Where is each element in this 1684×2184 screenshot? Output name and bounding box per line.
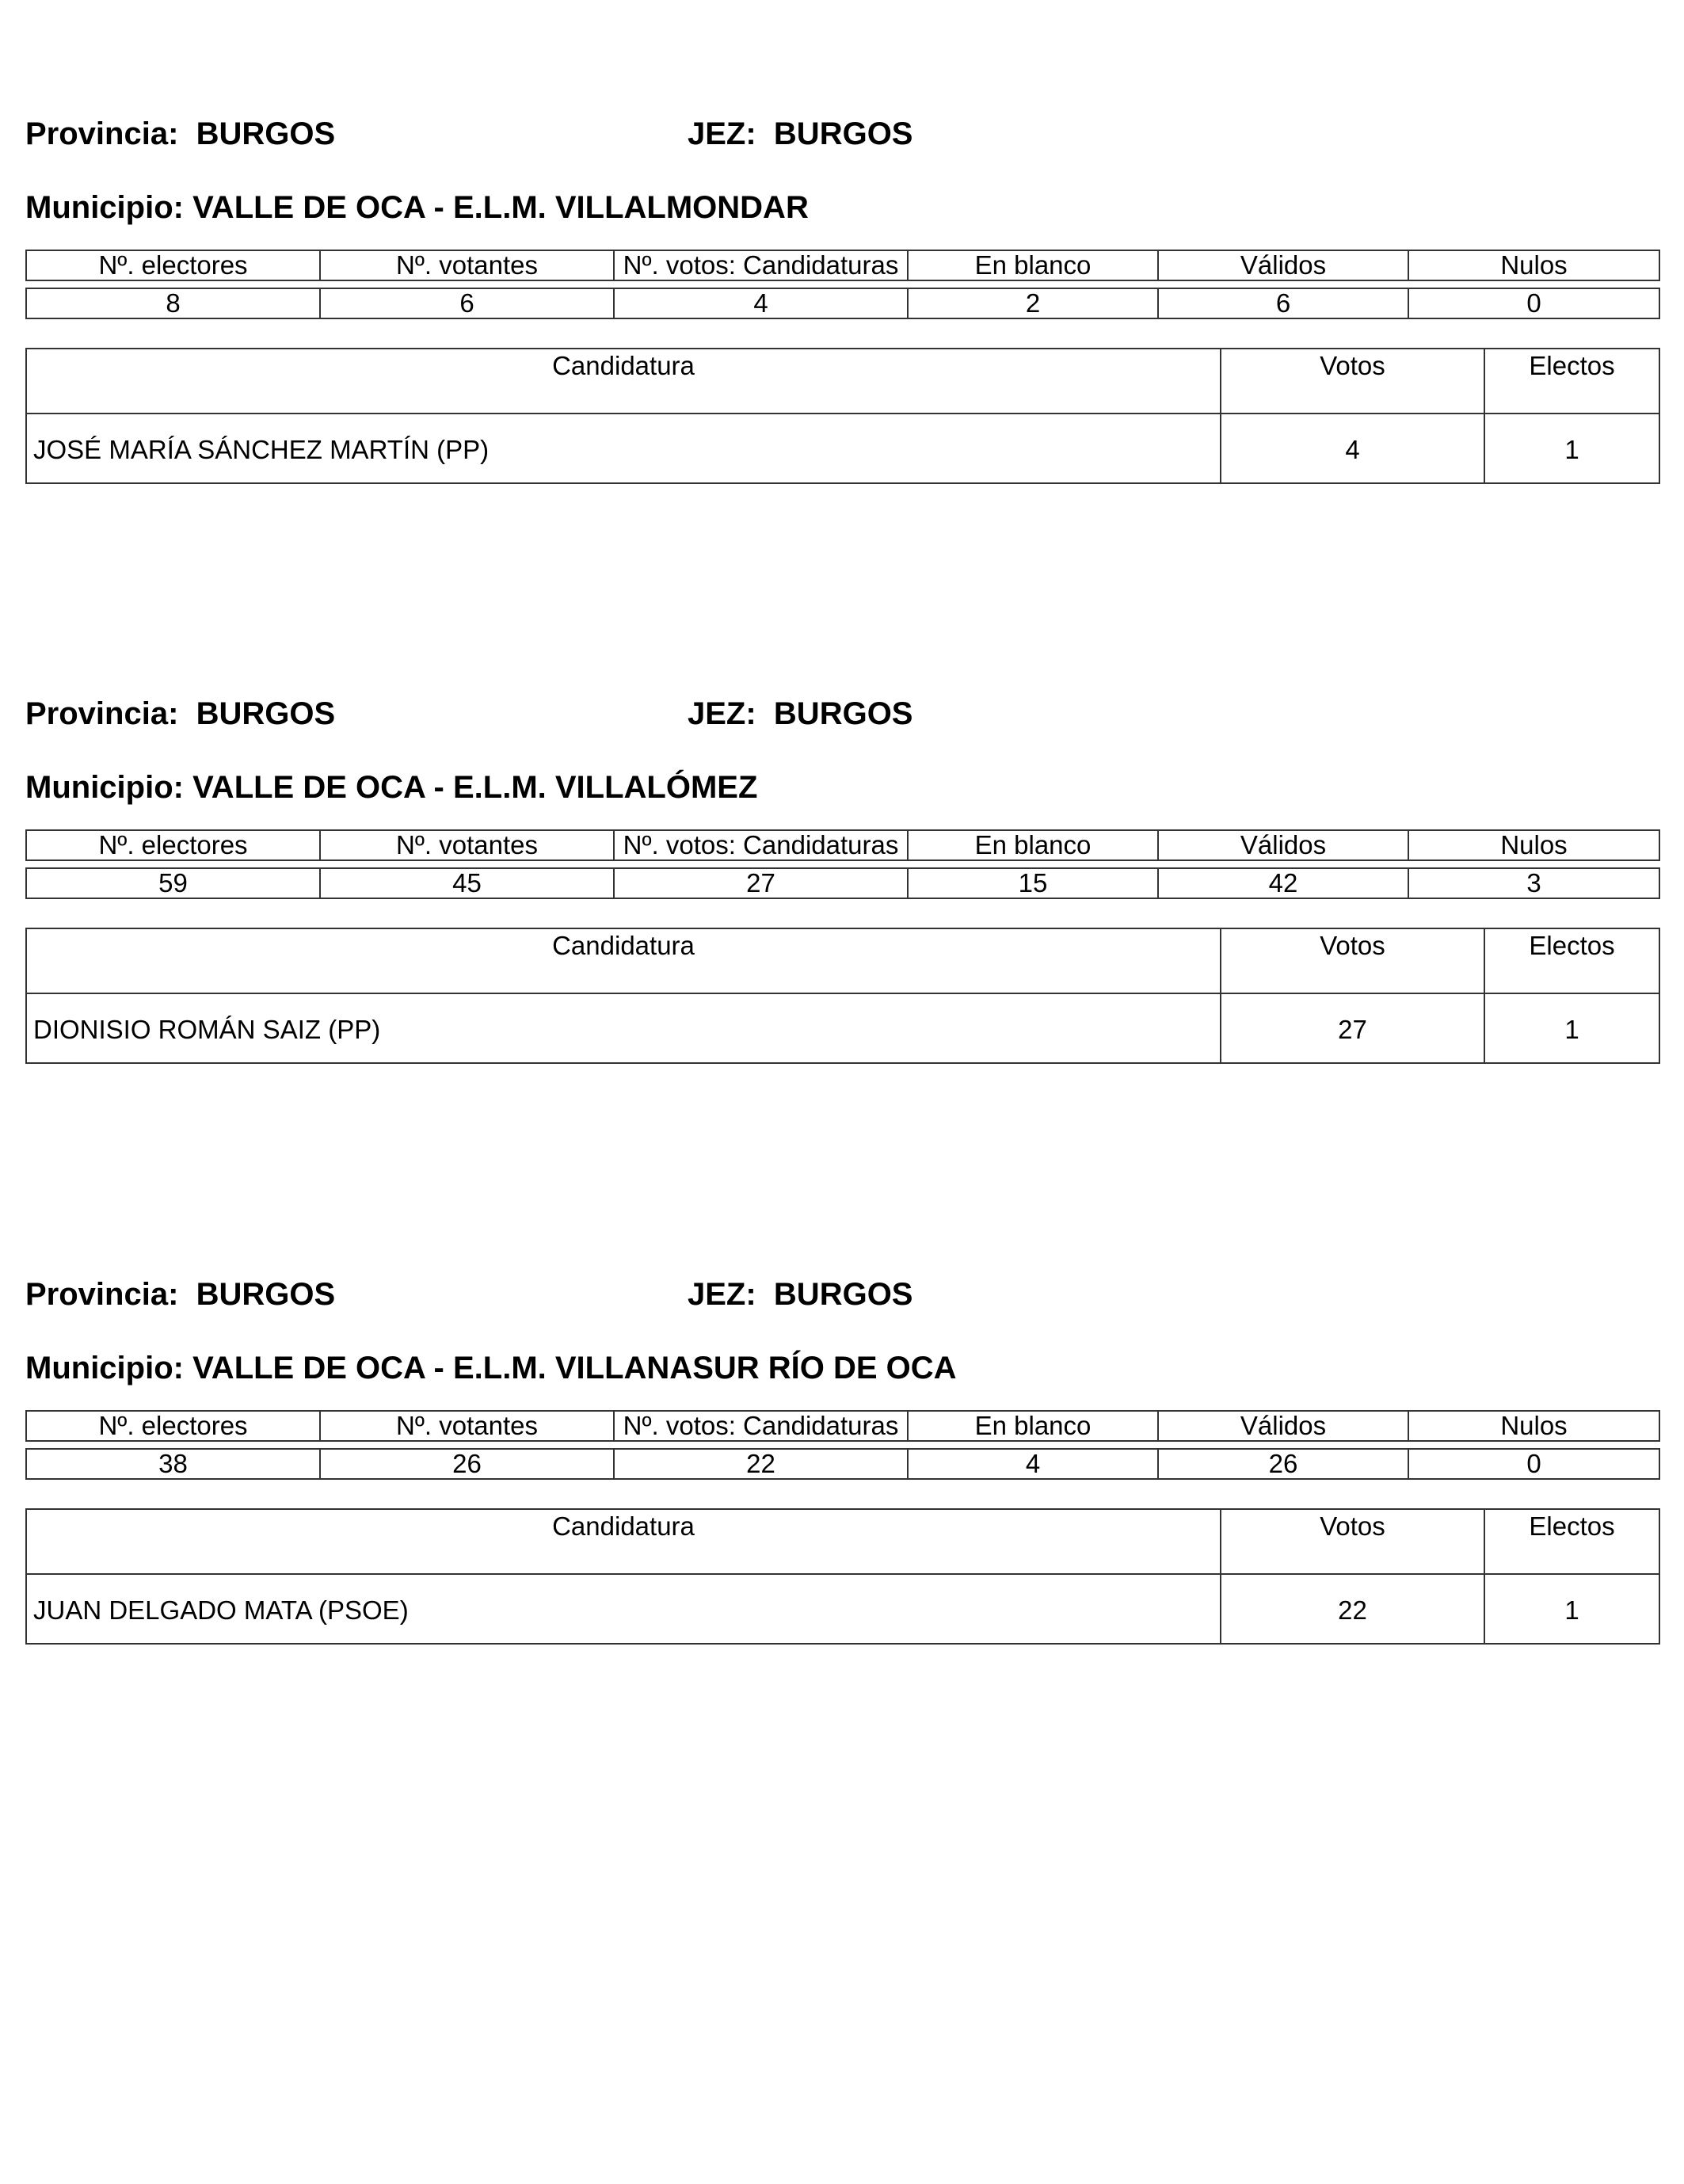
candidate-table xyxy=(25,928,1660,1064)
municipio-heading: Municipio: VALLE DE OCA - E.L.M. VILLALMONDAR xyxy=(25,190,809,225)
col-votos-candidaturas: Nº. votos: Candidaturas xyxy=(614,830,908,860)
candidate-row xyxy=(26,1574,1659,1644)
jez-heading: JEZ: BURGOS xyxy=(688,116,913,151)
election-section xyxy=(25,1276,1659,1767)
candidate-votos: 22 xyxy=(1221,1574,1484,1644)
candidate-name: JOSÉ MARÍA SÁNCHEZ MARTÍN (PP) xyxy=(26,414,1221,483)
value-en-blanco: 4 xyxy=(908,1449,1158,1479)
candidate-table xyxy=(25,348,1660,484)
value-electores: 59 xyxy=(26,868,320,898)
col-votos: Votos xyxy=(1221,349,1484,414)
candidate-header-row xyxy=(26,928,1659,993)
col-votos: Votos xyxy=(1221,1509,1484,1574)
candidate-electos: 1 xyxy=(1484,993,1659,1063)
provincia-heading: Provincia: BURGOS xyxy=(25,116,336,151)
col-electos: Electos xyxy=(1484,1509,1659,1574)
jez-heading: JEZ: BURGOS xyxy=(688,696,913,731)
value-electores: 38 xyxy=(26,1449,320,1479)
col-candidatura: Candidatura xyxy=(26,1509,1221,1574)
value-nulos: 0 xyxy=(1408,1449,1659,1479)
candidate-name: DIONISIO ROMÁN SAIZ (PP) xyxy=(26,993,1221,1063)
col-electores: Nº. electores xyxy=(26,1411,320,1441)
col-nulos: Nulos xyxy=(1408,830,1659,860)
election-section xyxy=(25,116,1659,607)
col-electores: Nº. electores xyxy=(26,250,320,280)
value-votantes: 26 xyxy=(320,1449,614,1479)
candidate-electos: 1 xyxy=(1484,414,1659,483)
summary-table xyxy=(25,250,1660,319)
value-nulos: 3 xyxy=(1408,868,1659,898)
value-votantes: 45 xyxy=(320,868,614,898)
election-section xyxy=(25,696,1659,1187)
col-votantes: Nº. votantes xyxy=(320,830,614,860)
candidate-row xyxy=(26,414,1659,483)
provincia-heading: Provincia: BURGOS xyxy=(25,696,336,731)
value-validos: 6 xyxy=(1158,288,1408,318)
candidate-row xyxy=(26,993,1659,1063)
col-votantes: Nº. votantes xyxy=(320,1411,614,1441)
value-validos: 42 xyxy=(1158,868,1408,898)
municipio-heading: Municipio: VALLE DE OCA - E.L.M. VILLALÓMEZ xyxy=(25,770,758,805)
candidate-votos: 27 xyxy=(1221,993,1484,1063)
col-electos: Electos xyxy=(1484,928,1659,993)
value-nulos: 0 xyxy=(1408,288,1659,318)
value-validos: 26 xyxy=(1158,1449,1408,1479)
col-validos: Válidos xyxy=(1158,830,1408,860)
col-validos: Válidos xyxy=(1158,250,1408,280)
col-candidatura: Candidatura xyxy=(26,928,1221,993)
col-votantes: Nº. votantes xyxy=(320,250,614,280)
candidate-name: JUAN DELGADO MATA (PSOE) xyxy=(26,1574,1221,1644)
provincia-heading: Provincia: BURGOS xyxy=(25,1277,336,1312)
value-votantes: 6 xyxy=(320,288,614,318)
col-validos: Válidos xyxy=(1158,1411,1408,1441)
candidate-header-row xyxy=(26,349,1659,414)
summary-value-row xyxy=(26,1449,1659,1479)
col-electores: Nº. electores xyxy=(26,830,320,860)
summary-table xyxy=(25,829,1660,899)
summary-header-row xyxy=(26,250,1659,280)
value-votos-candidaturas: 27 xyxy=(614,868,908,898)
value-votos-candidaturas: 22 xyxy=(614,1449,908,1479)
summary-value-row xyxy=(26,868,1659,898)
value-votos-candidaturas: 4 xyxy=(614,288,908,318)
col-en-blanco: En blanco xyxy=(908,830,1158,860)
candidate-electos: 1 xyxy=(1484,1574,1659,1644)
col-votos-candidaturas: Nº. votos: Candidaturas xyxy=(614,1411,908,1441)
candidate-votos: 4 xyxy=(1221,414,1484,483)
value-electores: 8 xyxy=(26,288,320,318)
value-en-blanco: 15 xyxy=(908,868,1158,898)
municipio-heading: Municipio: VALLE DE OCA - E.L.M. VILLANASUR RÍO DE OCA xyxy=(25,1351,957,1385)
col-votos-candidaturas: Nº. votos: Candidaturas xyxy=(614,250,908,280)
summary-table xyxy=(25,1410,1660,1480)
candidate-table xyxy=(25,1508,1660,1645)
summary-value-row xyxy=(26,288,1659,318)
summary-header-row xyxy=(26,1411,1659,1441)
col-en-blanco: En blanco xyxy=(908,250,1158,280)
col-nulos: Nulos xyxy=(1408,250,1659,280)
col-candidatura: Candidatura xyxy=(26,349,1221,414)
col-electos: Electos xyxy=(1484,349,1659,414)
jez-heading: JEZ: BURGOS xyxy=(688,1277,913,1312)
col-votos: Votos xyxy=(1221,928,1484,993)
candidate-header-row xyxy=(26,1509,1659,1574)
summary-header-row xyxy=(26,830,1659,860)
col-nulos: Nulos xyxy=(1408,1411,1659,1441)
col-en-blanco: En blanco xyxy=(908,1411,1158,1441)
value-en-blanco: 2 xyxy=(908,288,1158,318)
